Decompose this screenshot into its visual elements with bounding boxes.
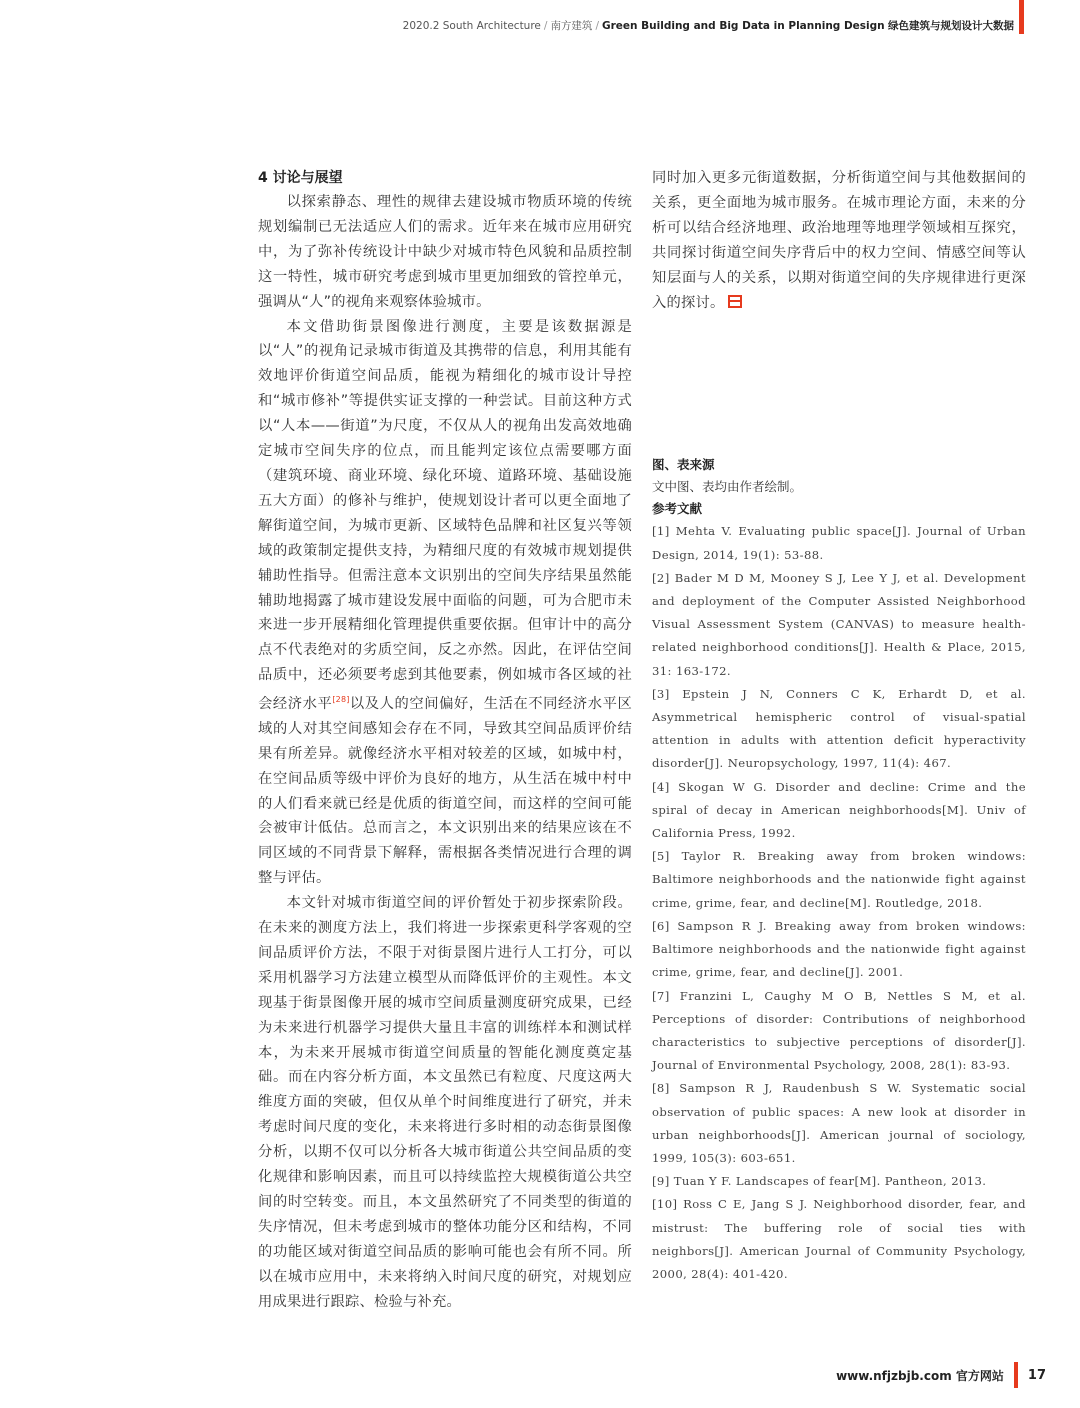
reference-item: [10] Ross C E, Jang S J. Neighborhood disorder, fear, and mistrust: The buffering role of social ties with neighbors[J]. American Journal of Community Psychology, 2000, 28(4): 401-420. (652, 1197, 1026, 1281)
paragraph-1: 以探索静态、理性的规律去建设城市物质环境的传统规划编制已无法适应人们的需求。近年来在城市应用研究中，为了弥补传统设计中缺少对城市特色风貌和品质控制这一特性，城市研究考虑到城市里更加细致的管控单元，强调从“人”的视角来观察体验城市。 (258, 194, 632, 310)
reference-item: [7] Franzini L, Caughy M O B, Nettles S M, et al. Perceptions of disorder: Contributions of neighborhood characteristics to subjective perceptions of disorder[J]. Journal of Environmental Psychology, 2008, 28(1): 83-93. (652, 988, 1026, 1073)
reference-item: [3] Epstein J N, Conners C K, Erhardt D, et al. Asymmetrical hemispheric control of visual-spatial attention in adults with attention deficit hyperactivity disorder[J]. Neuropsychology, 1997, 11(4): 467. (652, 686, 1026, 771)
reference-list (652, 520, 1026, 1286)
right-column (652, 166, 1026, 1286)
page-footer (836, 1362, 1046, 1388)
paragraph-4-text: 同时加入更多元街道数据，分析街道空间与其他数据间的关系，更全面地为城市服务。在城市理论方面，未来的分析可以结合经济地理、政治地理等地理学领域相互探究，共同探讨街道空间失序背后中的权力空间、情感空间等认知层面与人的关系，以期对街道空间的失序规律进行更深入的探讨。 (652, 170, 1026, 311)
header-journal: 南方建筑 (550, 20, 593, 32)
footer-accent-bar (1014, 1362, 1018, 1388)
header-issue: 2020.2 South Architecture (402, 20, 541, 32)
sources-label: 图、表来源 (652, 457, 715, 473)
reference-item: [1] Mehta V. Evaluating public space[J]. Journal of Urban Design, 2014, 19(1): 53-88. (652, 524, 1026, 562)
running-header: 2020.2 South Architecture / 南方建筑 / Green Building and Big Data in Planning Design 绿色建筑与规划设计大数据 (402, 20, 1014, 32)
sources-text: 文中图、表均由作者绘制。 (652, 479, 803, 495)
reference-item: [6] Sampson R J. Breaking away from broken windows: Baltimore neighborhoods and the nationwide fight against crime, grime, fear, and decline[J]. 2001. (652, 918, 1026, 980)
section-title: 4 讨论与展望 (258, 170, 343, 186)
reference-item: [5] Taylor R. Breaking away from broken windows: Baltimore neighborhoods and the nationwide fight against crime, grime, fear, and decline[M]. Routledge, 2018. (652, 849, 1026, 910)
page-number: 17 (1027, 1367, 1046, 1383)
paragraph-2-part-a: 本文借助街景图像进行测度，主要是该数据源是以“人”的视角记录城市街道及其携带的信息，利用其能有效地评价街道空间品质，能视为精细化的城市设计导控和“城市修补”等提供实证支撑的一种尝试。目前这种方式以“人本——街道”为尺度，不仅从人的视角出发高效地确定城市空间失序的位点，而且能判定该位点需要哪方面（建筑环境、商业环境、绿化环境、道路环境、基础设施五大方面）的修补与维护，使规划设计者可以更全面地了解街道空间，为城市更新、区域特色品牌和社区复兴等领域的政策制定提供支持，为精细尺度的有效城市规划提供辅助性指导。但需注意本文识别出的空间失序结果虽然能辅助地揭露了城市建设发展中面临的问题，可为合肥市未来进一步开展精细化管理提供重要依据。但审计中的高分点不代表绝对的劣质空间，反之亦然。因此，在评估空间品质中，还必须要考虑到其他要素，例如城市各区域的社会经济水平 (258, 318, 632, 712)
paragraph-4 (652, 166, 1026, 315)
header-column-en: Green Building and Big Data in Planning Design (601, 20, 885, 32)
footer-website[interactable]: www.nfjzbjb.com 官方网站 (836, 1368, 1004, 1383)
citation-28[interactable]: [28] (332, 695, 350, 705)
left-column (258, 166, 632, 1315)
header-accent-bar (1019, 0, 1024, 34)
reference-item: [9] Tuan Y F. Landscapes of fear[M]. Pantheon, 2013. (652, 1174, 987, 1189)
reference-item: [4] Skogan W G. Disorder and decline: Crime and the spiral of decay in American neighborhoods[M]. Univ of California Press, 1992. (652, 779, 1026, 841)
paragraph-2 (258, 315, 632, 892)
paragraph-2-part-b: 以及人的空间偏好，生活在不同经济水平区域的人对其空间感知会存在不同，导致其空间品质评价结果有所差异。就像经济水平相对较差的区域，如城中村，在空间品质等级中评价为良好的地方，从生活在城中村中的人们看来就已经是优质的街道空间，而这样的空间可能会被审计低估。总而言之，本文识别出来的结果应该在不同区域的不同背景下解释，需根据各类情况进行合理的调整与评估。 (258, 695, 632, 887)
references-label: 参考文献 (652, 501, 703, 517)
reference-item: [2] Bader M D M, Mooney S J, Lee Y J, et al. Development and deployment of the Computer Assisted Neighborhood Visual Assessment System (CANVAS) to measure health-related neighborhood conditions[J]. Health & Place, 2015, 31: 163-172. (652, 570, 1026, 678)
article-end-icon (728, 295, 742, 308)
header-column-cn: 绿色建筑与规划设计大数据 (888, 20, 1014, 32)
paragraph-3: 本文针对城市街道空间的评价暂处于初步探索阶段。在未来的测度方法上，我们将进一步探索更科学客观的空间品质评价方法，不限于对街景图片进行人工打分，可以采用机器学习方法建立模型从而降低评价的主观性。本文现基于街景图像开展的城市空间质量测度研究成果，已经为未来进行机器学习提供大量且丰富的训练样本和测试样本，为未来开展城市街道空间质量的智能化测度奠定基础。而在内容分析方面，本文虽然已有粒度、尺度这两大维度方面的突破，但仅从单个时间维度进行了研究，并未考虑时间尺度的变化，未来将进行多时相的动态街景图像分析，以期不仅可以分析各大城市街道公共空间品质的变化规律和影响因素，而且可以持续监控大规模街道公共空间的时空转变。而且，本文虽然研究了不同类型的街道的失序情况，但未考虑到城市的整体功能分区和结构，不同的功能区域对街道空间品质的影响可能也会有所不同。所以在城市应用中，未来将纳入时间尺度的研究，对规划应用成果进行跟踪、检验与补充。 (258, 895, 632, 1310)
reference-item: [8] Sampson R J, Raudenbush S W. Systematic social observation of public spaces: A new look at disorder in urban neighborhoods[J]. American journal of sociology, 1999, 105(3): 603-651. (652, 1081, 1026, 1165)
